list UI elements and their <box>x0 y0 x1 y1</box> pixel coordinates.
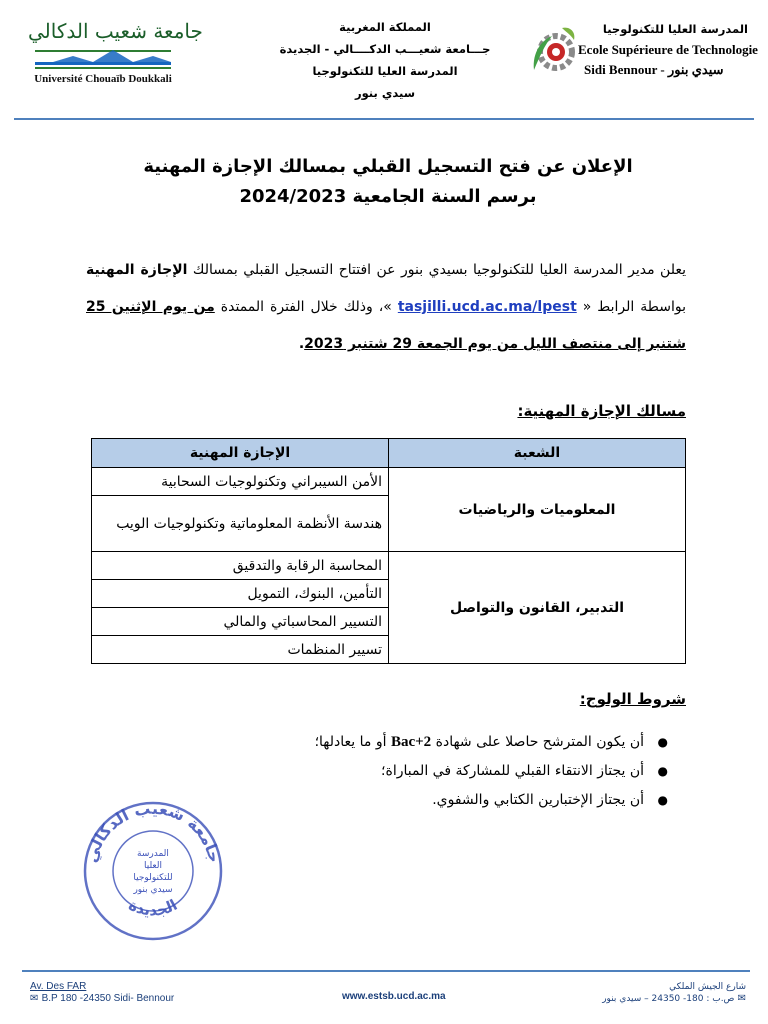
school-logo-block <box>526 18 756 90</box>
bullet-icon: ● <box>657 764 668 778</box>
license-cell: الأمن السيبراني وتكنولوجيات السحابية <box>92 468 389 496</box>
license-cell: التسيير المحاسباتي والمالي <box>92 608 389 636</box>
bullet-icon: ● <box>657 793 668 807</box>
condition-text: أن يجتاز الإختبارين الكتابي والشفوي. <box>432 792 644 808</box>
list-item <box>168 786 668 815</box>
registration-link[interactable]: tasjilli.ucd.ac.ma/lpest <box>397 299 577 315</box>
branch-cell: التدبير، القانون والتواصل <box>389 552 686 664</box>
column-header-license: الإجازة المهنية <box>92 439 389 468</box>
footer-street: Av. Des FAR <box>30 981 87 992</box>
school-city-line: Sidi Bennour - سيدي بنور <box>584 62 724 77</box>
table-row <box>92 552 686 580</box>
official-stamp-icon <box>78 796 228 946</box>
column-header-branch: الشعبة <box>389 439 686 468</box>
stamp-center-line: سيدي بنور <box>133 885 173 895</box>
footer-street-ar: شارع الجيش الملكي <box>669 982 746 992</box>
license-cell: هندسة الأنظمة المعلوماتية وتكنولوجيات الويب <box>92 496 389 552</box>
school-name-arabic: المدرسة العليا للتكنولوجيا <box>602 22 748 36</box>
programs-heading: مسالك الإجازة المهنية: <box>517 402 686 420</box>
condition-text: أن يجتاز الانتقاء القبلي للمشاركة في المباراة؛ <box>381 763 644 779</box>
conditions-list <box>168 728 668 815</box>
bullet-icon: ● <box>657 735 668 749</box>
university-emblem-icon <box>33 46 173 72</box>
condition-text: أن يكون المترشح حاصلا على شهادة <box>431 734 644 750</box>
header-line-university: جـــامعة شعيـــب الدكــــالي - الجديدة <box>279 42 491 56</box>
announcement-paragraph <box>86 252 686 363</box>
envelope-icon: ✉ <box>30 993 42 1004</box>
list-item <box>168 728 668 757</box>
official-header <box>250 16 520 104</box>
table-row <box>92 468 686 496</box>
intro-program-name: الإجازة المهنية <box>86 262 188 278</box>
intro-text-2: بواسطة الرابط « <box>576 299 686 315</box>
stamp-center-line: العليا <box>143 861 163 871</box>
stamp-center-line: المدرسة <box>137 849 169 859</box>
header-line-kingdom: المملكة المغربية <box>339 20 431 34</box>
condition-text-end: أو ما يعادلها؛ <box>314 734 391 750</box>
footer-address-ar <box>602 981 746 1005</box>
footer-po-box-ar: ص.ب : 180- 24350 – سيدي بنور <box>602 994 735 1004</box>
envelope-icon: ✉ <box>734 993 746 1004</box>
programs-table <box>91 438 686 664</box>
footer-website-link[interactable]: www.estsb.ucd.ac.ma <box>342 991 446 1002</box>
branch-cell: المعلوميات والرياضيات <box>389 468 686 552</box>
footer-address-fr <box>30 981 174 1005</box>
header-line-city: سيدي بنور <box>354 86 416 100</box>
school-gear-logo-icon <box>526 22 578 78</box>
conditions-heading: شروط الولوج: <box>579 690 686 708</box>
university-name-arabic: جامعة شعيب الدكالي <box>28 19 203 43</box>
license-cell: التأمين، البنوك، التمويل <box>92 580 389 608</box>
stamp-ring-text: جامعة شعيب الدكالي <box>81 798 225 865</box>
header-line-school: المدرسة العليا للتكنولوجيا <box>312 64 458 78</box>
intro-end: . <box>298 336 305 352</box>
university-logo-block <box>28 18 203 85</box>
condition-diploma: Bac+2 <box>390 734 432 750</box>
stamp-center-line: للتكنولوجيا <box>133 873 173 883</box>
announcement-title <box>90 152 686 212</box>
footer-divider <box>22 970 750 972</box>
header-divider <box>14 118 754 120</box>
school-name-french: Ecole Supérieure de Technologie <box>578 42 758 57</box>
title-line-1: الإعلان عن فتح التسجيل القبلي بمسالك الإجازة المهنية <box>143 156 633 177</box>
title-line-2: برسم السنة الجامعية 2024/2023 <box>239 186 537 207</box>
license-cell: تسيير المنظمات <box>92 636 389 664</box>
university-name-french: Université Chouaïb Doukkali <box>34 73 172 85</box>
list-item <box>168 757 668 786</box>
intro-text-3: »، وذلك خلال الفترة الممتدة <box>214 299 398 315</box>
intro-text-1: يعلن مدير المدرسة العليا للتكنولوجيا بسيدي بنور عن افتتاح التسجيل القبلي بمسالك <box>187 262 686 278</box>
table-header-row <box>92 439 686 468</box>
footer-po-box: B.P 180 -24350 Sidi- Bennour <box>41 993 175 1004</box>
registration-period: من يوم الإثنين 25 شتنبر إلى منتصف الليل من يوم الجمعة 29 شتنبر 2023 <box>86 299 686 352</box>
license-cell: المحاسبة الرقابة والتدقيق <box>92 552 389 580</box>
stamp-city-text: الجديدة <box>125 895 181 920</box>
